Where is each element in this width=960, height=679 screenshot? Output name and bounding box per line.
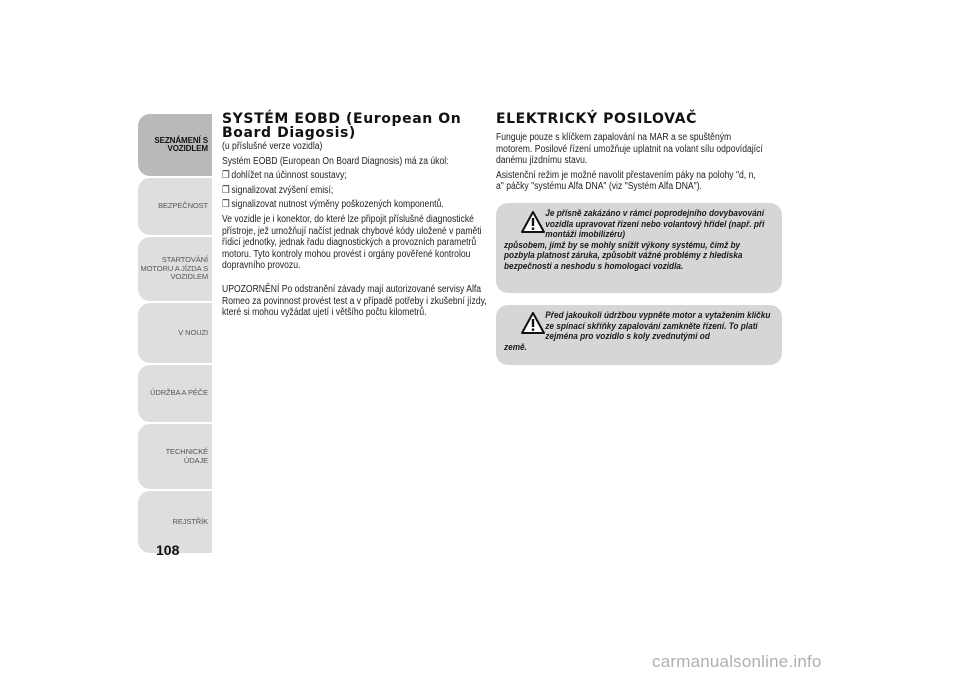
tab-label: STARTOVÁNÍ MOTORU A JÍZDA S VOZIDLEM xyxy=(140,255,208,282)
section-heading-posilovac: ELEKTRICKÝ POSILOVAČ xyxy=(496,111,697,127)
tab-startovani[interactable] xyxy=(138,237,212,301)
bullet-item xyxy=(222,170,490,182)
chapter-sidebar xyxy=(138,114,212,555)
checkbox-bullet-icon: ❒ xyxy=(222,199,230,211)
heading-line: Board Diagosis) xyxy=(222,125,356,141)
tab-udrzba-a-pece[interactable] xyxy=(138,365,212,422)
warning-text xyxy=(504,311,772,353)
bullet-text: signalizovat nutnost výměny poškozených komponentů. xyxy=(231,199,444,211)
page-number: 108 xyxy=(156,542,180,558)
tab-label: REJSTŘÍK xyxy=(172,516,208,526)
warning-text-rest: země. xyxy=(504,341,527,353)
warning-box xyxy=(496,305,782,365)
bullet-text: dohlížet na účinnost soustavy; xyxy=(231,170,347,182)
tab-bezpecnost[interactable] xyxy=(138,178,212,235)
tab-label: BEZPEČNOST xyxy=(158,201,208,211)
left-column xyxy=(222,112,490,322)
tab-label: SEZNÁMENÍ S VOZIDLEM xyxy=(154,135,208,153)
bullet-text: signalizovat zvýšení emisí; xyxy=(231,184,334,196)
subtitle: (u příslušné verze vozidla) xyxy=(222,141,323,152)
eobd-body xyxy=(222,141,490,319)
warning-text-rest: způsobem, jímž by se mohly snížit výkony systému, čímž by pozbyla platnost záruka, způsobit vážné problémy z hlediska bezpečnosti a neshodu s homologací vozidla. xyxy=(504,239,743,272)
bullet-item xyxy=(222,199,490,211)
tab-technicke-udaje[interactable] xyxy=(138,424,212,489)
checkbox-bullet-icon: ❒ xyxy=(222,170,230,182)
heading-line: SYSTÉM EOBD (European On xyxy=(222,111,462,127)
warning-text-indented: Před jakoukoli údržbou vypněte motor a vytažením klíčku ze spínací skříňky zapalování zamkněte řízení. To platí zejména pro vozidlo s koly zvednutými od xyxy=(545,309,771,343)
paragraph: Ve vozidle je i konektor, do které lze připojit příslušné diagnostické přístroje, jež umožňují načíst jednak chybové kódy uložené v paměti řídicí jednotky, jednak řadu diagnostických a provozních parametrů motoru. Tyto kontroly mohou provést i orgány pověřené kontrolou dopravního provozu. xyxy=(222,213,482,272)
checkbox-bullet-icon: ❒ xyxy=(222,184,230,196)
tab-label: V NOUZI xyxy=(178,327,208,337)
tab-label: TECHNICKÉ ÚDAJE xyxy=(165,447,208,465)
intro-text: Systém EOBD (European On Board Diagnosis) má za úkol: xyxy=(222,155,449,167)
warning-box xyxy=(496,203,782,293)
notice-paragraph: UPOZORNĚNÍ Po odstranění závady mají autorizované servisy Alfa Romeo za povinnost provést test a v případě potřeby i zkušební jízdy, které si mohou vyžádat ujetí i většího počtu kilometrů. xyxy=(222,283,487,319)
tab-v-nouzi[interactable] xyxy=(138,303,212,363)
warning-text-indented: Je přísně zakázáno v rámci poprodejního dovybavování vozidla upravovat řízení nebo volantový hřídel (např. při montáži imobilizéru) xyxy=(545,207,765,241)
section-heading-eobd xyxy=(222,112,490,140)
bullet-item xyxy=(222,185,490,197)
paragraph: Asistenční režim je možné navolit přestavením páky na polohy "d, n, a" páčky "systému Alfa DNA" (viz "Systém Alfa DNA"). xyxy=(496,169,756,193)
right-column xyxy=(496,112,782,365)
warning-text xyxy=(504,209,772,273)
tab-seznameni-s-vozidlem[interactable] xyxy=(138,114,212,176)
posilovac-body xyxy=(496,132,764,193)
watermark: carmanualsonline.info xyxy=(652,652,822,671)
tab-label: ÚDRŽBA A PÉČE xyxy=(150,388,208,398)
spacer xyxy=(222,275,490,284)
paragraph: Funguje pouze s klíčkem zapalování na MAR a se spuštěným motorem. Posilové řízení umožňuje uplatnit na volant sílu odpovídající danému jízdnímu stavu. xyxy=(496,132,763,167)
